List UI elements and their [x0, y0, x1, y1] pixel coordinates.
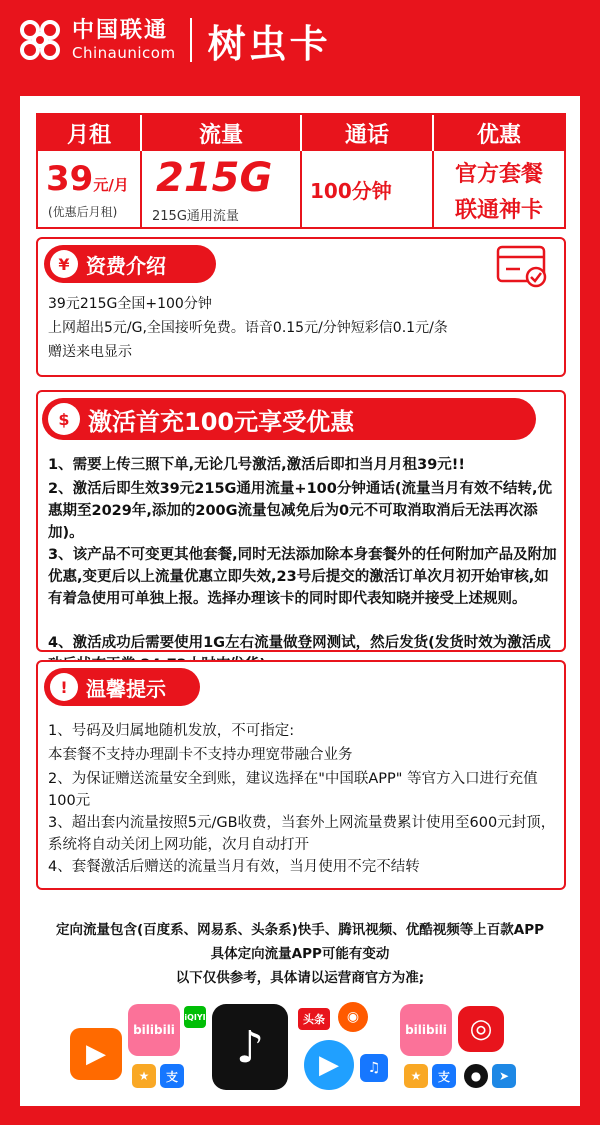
plan-table-body [38, 151, 564, 229]
cell-data [142, 151, 302, 229]
tip-4: 4、套餐激活后赠送的流量当月有效，当月使用不完不结转 [48, 859, 420, 875]
kuaishou-icon: ▶ [70, 1028, 122, 1080]
yen-icon: ¥ [50, 250, 78, 278]
qq-icon: ● [464, 1064, 488, 1088]
tariff-line-1: 39元215G全国+100分钟 [48, 296, 212, 312]
activation-rule-2: 2、激活后即生效39元215G通用流量+100分钟通话(流量当月有效不结转,优惠期至2029年,添加的200G流量包减免后为0元不可取消取消后无法再次添加)。 [48, 481, 552, 541]
brand [72, 18, 176, 62]
header [0, 0, 600, 80]
netease-music-icon: ◎ [458, 1006, 504, 1052]
send-app-icon: ➤ [492, 1064, 516, 1088]
card-name: 树虫卡 [207, 21, 331, 66]
tip-1: 1、号码及归属地随机发放，不可指定: [48, 723, 295, 739]
header-voice: 通话 [302, 115, 434, 151]
bilibili-icon: bilibili [128, 1004, 180, 1056]
cell-voice [302, 151, 434, 229]
tariff-section [36, 237, 566, 377]
header-promo: 优惠 [476, 122, 521, 148]
alipay-icon: 支 [160, 1064, 184, 1088]
alipay-icon-2: 支 [432, 1064, 456, 1088]
plan-table-header [38, 115, 564, 151]
price [46, 159, 129, 199]
warning-icon: ! [50, 673, 78, 701]
promo-line-2: 联通神卡 [454, 198, 543, 223]
toutiao-icon: 头条 [298, 1008, 330, 1030]
tencent-video-icon: ▶ [304, 1040, 354, 1090]
data-amount: 215G [156, 155, 273, 201]
app-small-icon: ★ [132, 1064, 156, 1088]
activation-title: 激活首充100元享受优惠 [88, 407, 355, 436]
listen-app-icon: ♫ [360, 1054, 388, 1082]
header-divider [190, 18, 192, 62]
tips-section [36, 660, 566, 890]
activation-rule-3: 3、该产品不可变更其他套餐,同时无法添加除本身套餐外的任何附加产品及附加优惠,变更后以上流量优惠立即失效,23号后提交的激活订单次月初开始审核,如有着急使用可单独上报。选择办理该卡的同时即代表知晓并接受上述规则。 [48, 547, 557, 607]
tip-3: 3、超出套内流量按照5元/GB收费，当套外上网流量费累计使用至600元封顶，系统将自动关闭上网功能，次月自动打开 [48, 815, 556, 853]
footer-line-3: 以下仅供参考，具体请以运营商官方为准; [175, 970, 425, 986]
coin-icon: $ [48, 403, 80, 435]
activation-rule-1: 1、需要上传三照下单,无论几号激活,激活后即扣当月月租39元!! [48, 457, 466, 473]
bilibili-icon-2: bilibili [400, 1004, 452, 1056]
activation-section [36, 390, 566, 652]
douyin-icon: ♪ [212, 1004, 288, 1090]
header-data: 流量 [142, 115, 302, 151]
tariff-title-pill [44, 245, 216, 283]
app-small-icon-2: ★ [404, 1064, 428, 1088]
cell-promo [434, 151, 564, 229]
price-number: 39 [46, 159, 94, 199]
promo-line-1: 官方套餐 [454, 162, 543, 187]
app-icons [60, 996, 550, 1096]
data-note: 215G通用流量 [152, 209, 239, 224]
tariff-line-2: 上网超出5元/G,全国接听免费。语音0.15元/分钟短彩信0.1元/条 [48, 320, 448, 336]
activation-title-pill [42, 398, 536, 440]
voice-minutes: 100分钟 [310, 179, 392, 203]
unicom-knot-logo-icon [14, 14, 66, 66]
activation-rule-4: 4、激活成功后需要使用1G左右流量做登网测试，然后发货(发货时效为激活成 [48, 635, 551, 651]
footer-line-1: 定向流量包含(百度系、网易系、头条系)快手、腾讯视频、优酷视频等上百款APP [55, 922, 545, 938]
cell-price [38, 151, 142, 229]
tips-title-pill [44, 668, 200, 706]
footer-line-2: 具体定向流量APP可能有变动 [210, 946, 390, 962]
plan-table [36, 113, 566, 229]
bill-check-icon [496, 245, 550, 289]
tariff-title: 资费介绍 [86, 253, 166, 278]
price-unit: 元/月 [93, 176, 129, 194]
iqiyi-icon: iQIYI [184, 1006, 206, 1028]
price-note: (优惠后月租) [48, 205, 118, 219]
weibo-icon: ◉ [338, 1002, 368, 1032]
tip-1-detail: 本套餐不支持办理副卡不支持办理宽带融合业务 [48, 747, 353, 763]
brand-cn: 中国联通 [72, 18, 169, 43]
brand-en: Chinaunicom [72, 44, 176, 62]
tips-title: 温馨提示 [86, 676, 166, 701]
tariff-line-3: 赠送来电显示 [48, 344, 132, 360]
header-monthly-fee: 月租 [38, 115, 142, 151]
tip-2: 2、为保证赠送流量安全到账，建议选择在"中国联APP" 等官方入口进行充值100元 [48, 771, 538, 809]
